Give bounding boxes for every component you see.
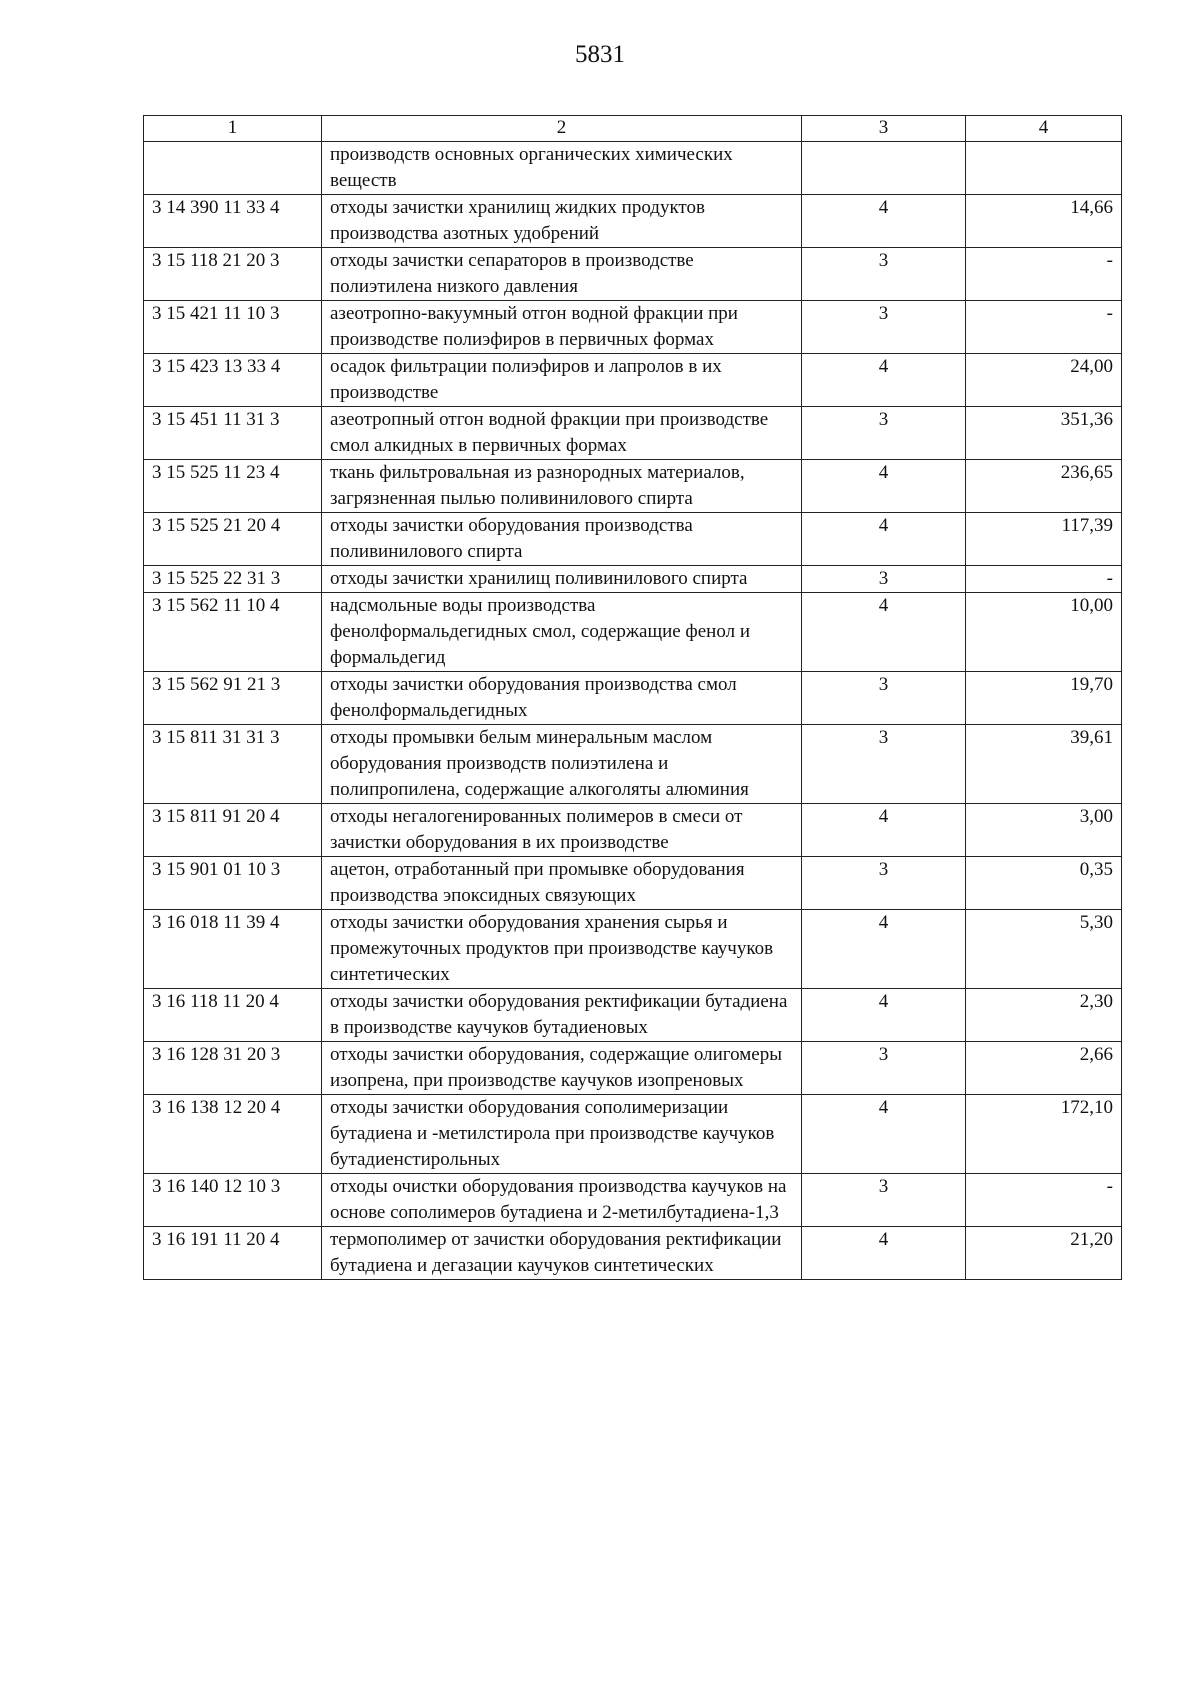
description-cell: азеотропно-вакуумный отгон водной фракции при производстве полиэфиров в первичных формах — [322, 301, 802, 354]
page-number: 5831 — [575, 41, 625, 68]
table-row — [144, 804, 1122, 857]
code-cell: 3 15 811 91 20 4 — [144, 804, 322, 857]
code-cell: 3 15 421 11 10 3 — [144, 301, 322, 354]
description-cell: отходы зачистки оборудования производства поливинилового спирта — [322, 513, 802, 566]
hazard-class-cell — [802, 142, 966, 195]
value-cell: 117,39 — [966, 513, 1122, 566]
hazard-class-cell: 3 — [802, 857, 966, 910]
code-cell: 3 15 525 11 23 4 — [144, 460, 322, 513]
table-row — [144, 725, 1122, 804]
code-cell: 3 16 191 11 20 4 — [144, 1227, 322, 1280]
hazard-class-cell: 4 — [802, 804, 966, 857]
hazard-class-cell: 4 — [802, 910, 966, 989]
table-row — [144, 989, 1122, 1042]
code-cell: 3 14 390 11 33 4 — [144, 195, 322, 248]
description-cell: ткань фильтровальная из разнородных материалов, загрязненная пылью поливинилового спирта — [322, 460, 802, 513]
value-cell: 2,30 — [966, 989, 1122, 1042]
code-cell: 3 16 140 12 10 3 — [144, 1174, 322, 1227]
hazard-class-cell: 4 — [802, 593, 966, 672]
table-row — [144, 301, 1122, 354]
hazard-class-cell: 4 — [802, 1095, 966, 1174]
table-row — [144, 672, 1122, 725]
description-cell: отходы негалогенированных полимеров в смеси от зачистки оборудования в их производстве — [322, 804, 802, 857]
hazard-class-cell: 3 — [802, 1174, 966, 1227]
value-cell: 39,61 — [966, 725, 1122, 804]
value-cell: 3,00 — [966, 804, 1122, 857]
code-cell: 3 16 118 11 20 4 — [144, 989, 322, 1042]
description-cell: ацетон, отработанный при промывке оборудования производства эпоксидных связующих — [322, 857, 802, 910]
header-row — [144, 116, 1122, 142]
code-cell: 3 15 562 91 21 3 — [144, 672, 322, 725]
code-cell: 3 15 811 31 31 3 — [144, 725, 322, 804]
table-row — [144, 1174, 1122, 1227]
value-cell: - — [966, 566, 1122, 593]
header-cell-2: 2 — [322, 116, 802, 142]
code-cell — [144, 142, 322, 195]
table-row — [144, 195, 1122, 248]
value-cell: 21,20 — [966, 1227, 1122, 1280]
hazard-class-cell: 4 — [802, 195, 966, 248]
table-row — [144, 407, 1122, 460]
table-row — [144, 248, 1122, 301]
table-row — [144, 1042, 1122, 1095]
description-cell: отходы зачистки хранилищ поливинилового спирта — [322, 566, 802, 593]
description-cell: отходы зачистки хранилищ жидких продуктов производства азотных удобрений — [322, 195, 802, 248]
value-cell: - — [966, 301, 1122, 354]
value-cell: 5,30 — [966, 910, 1122, 989]
description-cell: отходы очистки оборудования производства каучуков на основе сополимеров бутадиена и 2-метилбутадиена-1,3 — [322, 1174, 802, 1227]
hazard-class-cell: 4 — [802, 989, 966, 1042]
hazard-class-cell: 3 — [802, 725, 966, 804]
description-cell: отходы зачистки оборудования ректификации бутадиена в производстве каучуков бутадиеновых — [322, 989, 802, 1042]
value-cell — [966, 142, 1122, 195]
header-cell-1: 1 — [144, 116, 322, 142]
value-cell: 24,00 — [966, 354, 1122, 407]
table-row — [144, 857, 1122, 910]
code-cell: 3 15 525 22 31 3 — [144, 566, 322, 593]
code-cell: 3 15 451 11 31 3 — [144, 407, 322, 460]
description-cell: надсмольные воды производства фенолформальдегидных смол, содержащие фенол и формальдегид — [322, 593, 802, 672]
description-cell: азеотропный отгон водной фракции при производстве смол алкидных в первичных формах — [322, 407, 802, 460]
value-cell: 14,66 — [966, 195, 1122, 248]
code-cell: 3 16 018 11 39 4 — [144, 910, 322, 989]
hazard-class-cell: 3 — [802, 248, 966, 301]
value-cell: 0,35 — [966, 857, 1122, 910]
value-cell: - — [966, 248, 1122, 301]
value-cell: 10,00 — [966, 593, 1122, 672]
table-header — [144, 116, 1122, 142]
hazard-class-cell: 4 — [802, 513, 966, 566]
table-row — [144, 1095, 1122, 1174]
table-row — [144, 910, 1122, 989]
description-cell: отходы зачистки оборудования производства смол фенолформальдегидных — [322, 672, 802, 725]
description-cell: осадок фильтрации полиэфиров и лапролов в их производстве — [322, 354, 802, 407]
value-cell: 172,10 — [966, 1095, 1122, 1174]
value-cell: 2,66 — [966, 1042, 1122, 1095]
code-cell: 3 15 525 21 20 4 — [144, 513, 322, 566]
code-cell: 3 15 562 11 10 4 — [144, 593, 322, 672]
table-row — [144, 354, 1122, 407]
description-cell: отходы промывки белым минеральным маслом оборудования производств полиэтилена и полипропилена, содержащие алкоголяты алюминия — [322, 725, 802, 804]
description-cell: отходы зачистки оборудования сополимеризации бутадиена и -метилстирола при производстве каучуков бутадиенстирольных — [322, 1095, 802, 1174]
code-cell: 3 15 901 01 10 3 — [144, 857, 322, 910]
hazard-class-cell: 4 — [802, 354, 966, 407]
hazard-class-cell: 3 — [802, 566, 966, 593]
code-cell: 3 15 423 13 33 4 — [144, 354, 322, 407]
description-cell: термополимер от зачистки оборудования ректификации бутадиена и дегазации каучуков синтетических — [322, 1227, 802, 1280]
hazard-class-cell: 3 — [802, 672, 966, 725]
table-row — [144, 513, 1122, 566]
description-cell: отходы зачистки оборудования хранения сырья и промежуточных продуктов при производстве каучуков синтетических — [322, 910, 802, 989]
code-cell: 3 15 118 21 20 3 — [144, 248, 322, 301]
code-cell: 3 16 128 31 20 3 — [144, 1042, 322, 1095]
value-cell: - — [966, 1174, 1122, 1227]
description-cell: отходы зачистки оборудования, содержащие олигомеры изопрена, при производстве каучуков изопреновых — [322, 1042, 802, 1095]
hazard-class-cell: 4 — [802, 460, 966, 513]
hazard-class-cell: 3 — [802, 407, 966, 460]
waste-table — [143, 115, 1122, 1280]
header-cell-4: 4 — [966, 116, 1122, 142]
table-row — [144, 566, 1122, 593]
description-cell: производств основных органических химических веществ — [322, 142, 802, 195]
value-cell: 236,65 — [966, 460, 1122, 513]
header-cell-3: 3 — [802, 116, 966, 142]
hazard-class-cell: 3 — [802, 1042, 966, 1095]
table-body — [144, 142, 1122, 1280]
hazard-class-cell: 4 — [802, 1227, 966, 1280]
hazard-class-cell: 3 — [802, 301, 966, 354]
value-cell: 351,36 — [966, 407, 1122, 460]
table-row — [144, 460, 1122, 513]
table-row — [144, 593, 1122, 672]
code-cell: 3 16 138 12 20 4 — [144, 1095, 322, 1174]
table-row — [144, 142, 1122, 195]
description-cell: отходы зачистки сепараторов в производстве полиэтилена низкого давления — [322, 248, 802, 301]
table-row — [144, 1227, 1122, 1280]
value-cell: 19,70 — [966, 672, 1122, 725]
